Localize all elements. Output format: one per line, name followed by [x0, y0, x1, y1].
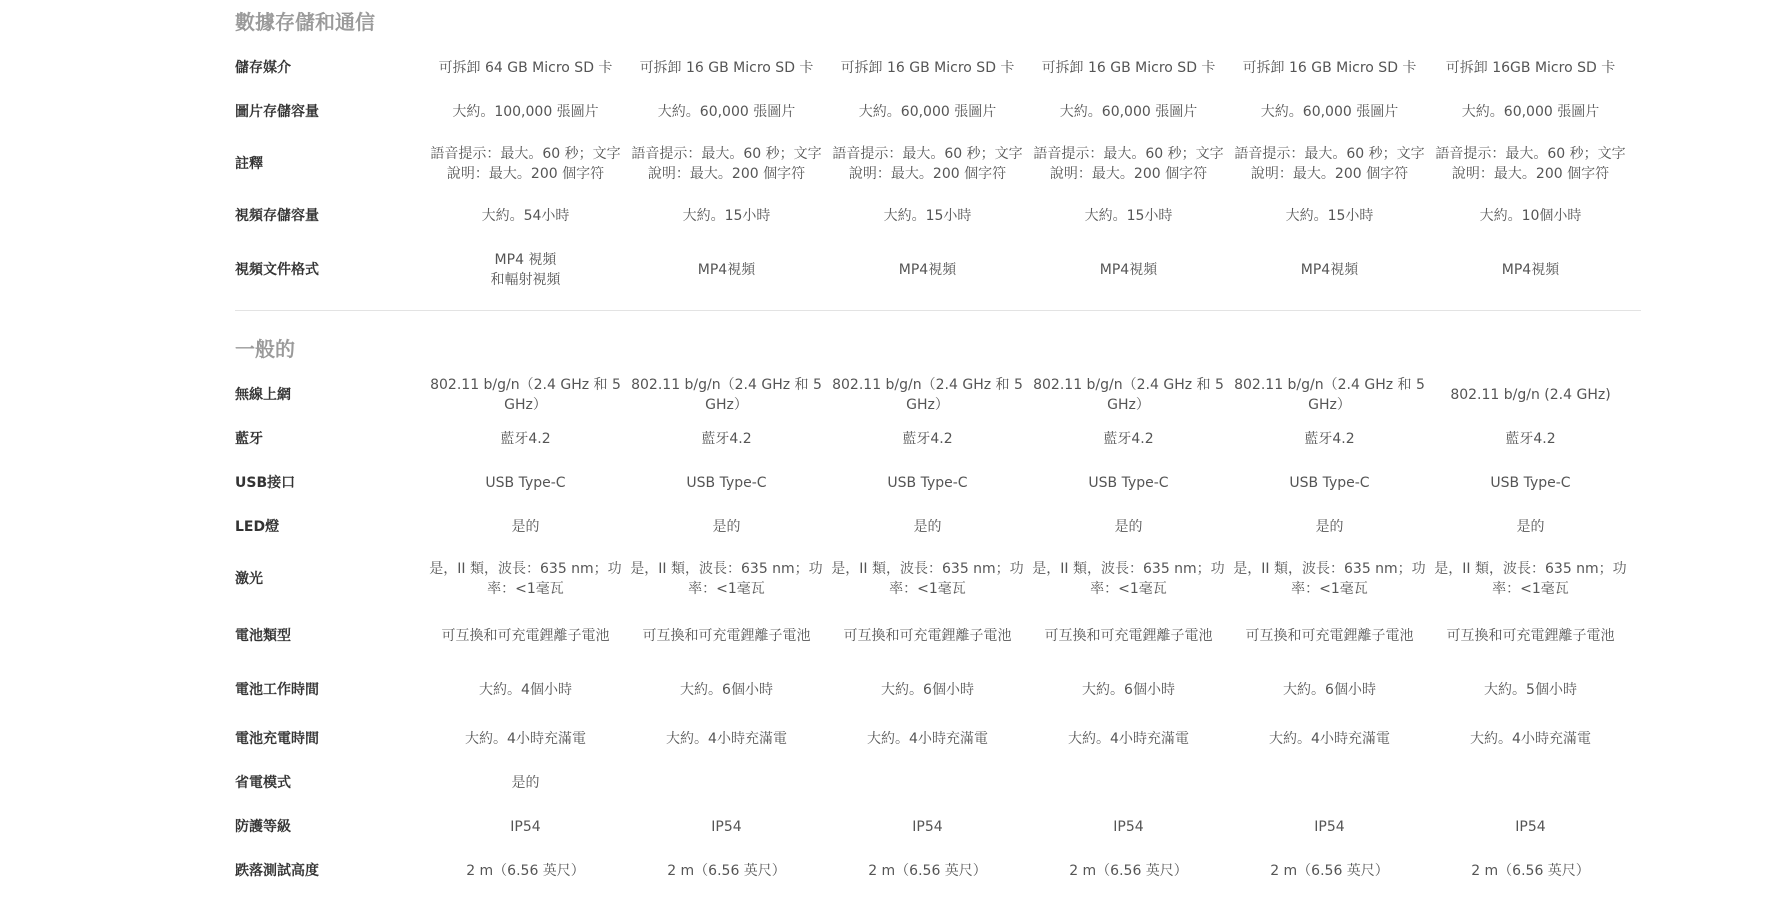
spec-cell: 802.11 b/g/n（2.4 GHz 和 5 GHz） [430, 377, 621, 413]
spec-cell: 2 m（6.56 英尺） [1069, 863, 1188, 879]
spec-cell: 大約。60,000 張圖片 [1059, 104, 1198, 120]
spec-cell: USB Type-C [485, 475, 566, 491]
spec-cell: 藍牙4.2 [1103, 431, 1154, 447]
spec-cell: 802.11 b/g/n（2.4 GHz 和 5 GHz） [631, 377, 822, 413]
row-label: LED燈 [235, 519, 280, 535]
spec-cell: 語音提示：最大。60 秒；文字說明：最大。200 個字符 [1033, 146, 1224, 182]
spec-cell: 2 m（6.56 英尺） [1270, 863, 1389, 879]
row-label: 視頻存儲容量 [235, 208, 319, 224]
spec-cell: 可拆卸 16 GB Micro SD 卡 [639, 60, 814, 76]
spec-cell: 大約。6個小時 [881, 682, 974, 698]
spec-row-battery-runtime [235, 663, 1640, 717]
spec-cell: USB Type-C [1088, 475, 1169, 491]
spec-table [235, 0, 1640, 893]
spec-cell: 大約。5個小時 [1484, 682, 1577, 698]
spec-cell: USB Type-C [1289, 475, 1370, 491]
spec-cell: 802.11 b/g/n（2.4 GHz 和 5 GHz） [1234, 377, 1425, 413]
spec-cell: 可拆卸 16GB Micro SD 卡 [1445, 60, 1616, 76]
spec-cell: 大約。6個小時 [1283, 682, 1376, 698]
spec-cell: 藍牙4.2 [902, 431, 953, 447]
row-label: 無線上網 [235, 387, 291, 403]
spec-cell: MP4視頻 [1099, 262, 1158, 278]
spec-cell: 可拆卸 64 GB Micro SD 卡 [438, 60, 613, 76]
spec-cell: 是的 [913, 519, 942, 535]
row-label: 跌落測試高度 [235, 863, 319, 879]
spec-cell: IP54 [510, 819, 541, 835]
spec-cell: 2 m（6.56 英尺） [466, 863, 585, 879]
row-label: 圖片存儲容量 [235, 104, 319, 120]
spec-cell: 大約。4小時充滿電 [1269, 731, 1390, 747]
spec-cell: 大約。6個小時 [680, 682, 773, 698]
section-title-general: 一般的 [235, 337, 295, 361]
spec-cell: 是的 [511, 775, 540, 791]
spec-cell: USB Type-C [686, 475, 767, 491]
spec-cell: 藍牙4.2 [500, 431, 551, 447]
spec-row-usb [235, 461, 1640, 505]
spec-row-drop-test [235, 849, 1640, 893]
spec-cell: IP54 [711, 819, 742, 835]
spec-cell: MP4視頻 [697, 262, 756, 278]
spec-row-video-format [235, 238, 1640, 302]
spec-cell: IP54 [912, 819, 943, 835]
spec-cell: USB Type-C [1490, 475, 1571, 491]
row-label: 儲存媒介 [235, 60, 291, 76]
spec-cell: 802.11 b/g/n（2.4 GHz 和 5 GHz） [832, 377, 1023, 413]
spec-cell: 802.11 b/g/n (2.4 GHz) [1450, 387, 1611, 403]
row-label: 省電模式 [235, 775, 291, 791]
row-label: 註釋 [235, 156, 263, 172]
spec-cell: 大約。10個小時 [1479, 208, 1582, 224]
spec-cell: 大約。54小時 [481, 208, 570, 224]
spec-cell: 大約。4小時充滿電 [867, 731, 988, 747]
spec-cell: 是的 [511, 519, 540, 535]
spec-cell: 藍牙4.2 [701, 431, 752, 447]
spec-row-video-capacity [235, 194, 1640, 238]
spec-cell: 大約。4個小時 [479, 682, 572, 698]
spec-row-wifi [235, 373, 1640, 417]
spec-cell: 語音提示：最大。60 秒；文字說明：最大。200 個字符 [631, 146, 822, 182]
spec-cell: 語音提示：最大。60 秒；文字說明：最大。200 個字符 [1435, 146, 1626, 182]
spec-cell: 是的 [1114, 519, 1143, 535]
spec-cell: MP4視頻 [1501, 262, 1560, 278]
spec-row-laser [235, 549, 1640, 609]
spec-cell: 大約。15小時 [1285, 208, 1374, 224]
spec-cell: 可互換和可充電鋰離子電池 [1446, 628, 1615, 644]
spec-row-battery-type [235, 609, 1640, 663]
spec-cell: 2 m（6.56 英尺） [868, 863, 987, 879]
spec-cell: 可拆卸 16 GB Micro SD 卡 [840, 60, 1015, 76]
spec-cell: 大約。4小時充滿電 [666, 731, 787, 747]
spec-cell: 可互換和可充電鋰離子電池 [441, 628, 610, 644]
spec-cell: 是的 [1315, 519, 1344, 535]
spec-cell: 是，II 類，波長：635 nm；功率：<1毫瓦 [1233, 561, 1426, 597]
spec-cell: 802.11 b/g/n（2.4 GHz 和 5 GHz） [1033, 377, 1224, 413]
spec-cell: 可拆卸 16 GB Micro SD 卡 [1242, 60, 1417, 76]
spec-cell: 大約。4小時充滿電 [1068, 731, 1189, 747]
section-title-storage: 數據存儲和通信 [235, 10, 375, 34]
spec-cell: 大約。4小時充滿電 [1470, 731, 1591, 747]
spec-cell: 語音提示：最大。60 秒；文字說明：最大。200 個字符 [1234, 146, 1425, 182]
row-label: USB接口 [235, 475, 296, 491]
spec-cell: 2 m（6.56 英尺） [667, 863, 786, 879]
spec-cell: IP54 [1515, 819, 1546, 835]
spec-cell: 大約。60,000 張圖片 [1260, 104, 1399, 120]
spec-cell: IP54 [1314, 819, 1345, 835]
spec-cell: 大約。100,000 張圖片 [452, 104, 599, 120]
spec-cell: 大約。60,000 張圖片 [1461, 104, 1600, 120]
spec-cell: 是，II 類，波長：635 nm；功率：<1毫瓦 [1434, 561, 1627, 597]
spec-cell: 大約。6個小時 [1082, 682, 1175, 698]
spec-cell: 可互換和可充電鋰離子電池 [843, 628, 1012, 644]
spec-cell: 大約。60,000 張圖片 [858, 104, 997, 120]
spec-row-bluetooth [235, 417, 1640, 461]
row-label: 激光 [235, 571, 263, 587]
spec-row-led [235, 505, 1640, 549]
spec-cell: IP54 [1113, 819, 1144, 835]
spec-cell: 是的 [712, 519, 741, 535]
spec-row-protection [235, 805, 1640, 849]
spec-cell: 是，II 類，波長：635 nm；功率：<1毫瓦 [831, 561, 1024, 597]
spec-cell: 大約。4小時充滿電 [465, 731, 586, 747]
spec-cell: 是，II 類，波長：635 nm；功率：<1毫瓦 [1032, 561, 1225, 597]
row-label: 電池類型 [235, 628, 291, 644]
spec-cell: 語音提示：最大。60 秒；文字說明：最大。200 個字符 [430, 146, 621, 182]
row-label: 電池充電時間 [235, 731, 319, 747]
spec-cell: 可拆卸 16 GB Micro SD 卡 [1041, 60, 1216, 76]
spec-cell: 是的 [1516, 519, 1545, 535]
spec-row-image-capacity [235, 90, 1640, 134]
spec-cell: MP4視頻 [1300, 262, 1359, 278]
spec-cell: 藍牙4.2 [1505, 431, 1556, 447]
spec-cell: 大約。15小時 [883, 208, 972, 224]
row-label: 電池工作時間 [235, 682, 319, 698]
spec-cell: 藍牙4.2 [1304, 431, 1355, 447]
row-label: 藍牙 [235, 431, 263, 447]
spec-row-annotations [235, 134, 1640, 194]
spec-cell: 大約。15小時 [1084, 208, 1173, 224]
spec-cell: MP4視頻 [898, 262, 957, 278]
spec-cell: 2 m（6.56 英尺） [1471, 863, 1590, 879]
spec-cell: MP4 視頻 和輻射視頻 [490, 252, 561, 288]
spec-cell: 可互換和可充電鋰離子電池 [642, 628, 811, 644]
spec-cell: 可互換和可充電鋰離子電池 [1044, 628, 1213, 644]
spec-row-storage-media [235, 46, 1640, 90]
spec-cell: 是，II 類，波長：635 nm；功率：<1毫瓦 [429, 561, 622, 597]
row-label: 防護等級 [235, 819, 291, 835]
spec-cell: 大約。60,000 張圖片 [657, 104, 796, 120]
spec-cell: USB Type-C [887, 475, 968, 491]
spec-cell: 可互換和可充電鋰離子電池 [1245, 628, 1414, 644]
spec-row-battery-charge [235, 717, 1640, 761]
spec-cell: 是，II 類，波長：635 nm；功率：<1毫瓦 [630, 561, 823, 597]
spec-row-power-saving [235, 761, 1640, 805]
row-label: 視頻文件格式 [235, 262, 319, 278]
spec-cell: 語音提示：最大。60 秒；文字說明：最大。200 個字符 [832, 146, 1023, 182]
section-divider [235, 310, 1641, 311]
spec-cell: 大約。15小時 [682, 208, 771, 224]
